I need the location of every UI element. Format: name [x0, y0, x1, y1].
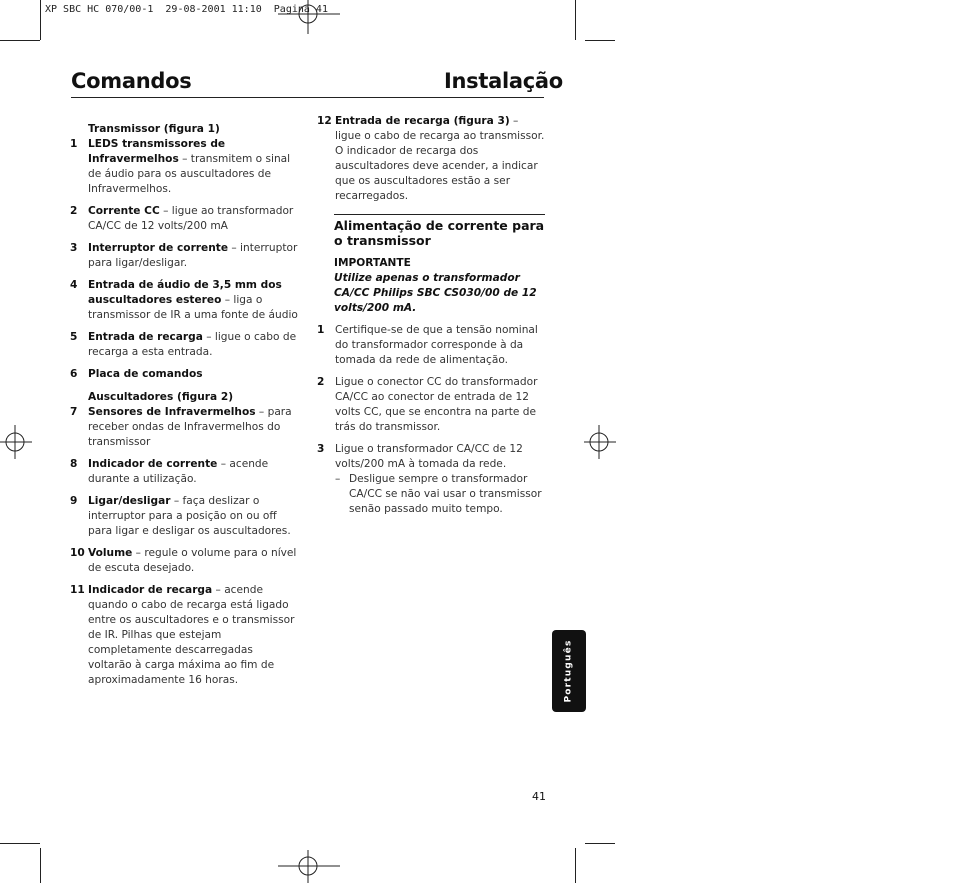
registration-mark-icon: [278, 850, 340, 883]
item-number: 5: [70, 331, 78, 343]
installation-column: [317, 114, 545, 524]
list-item: [70, 583, 298, 688]
item-number: 2: [70, 205, 78, 217]
item-label: Entrada de recarga: [88, 331, 203, 343]
item-label: Volume: [88, 547, 133, 559]
item-label: Corrente CC: [88, 205, 160, 217]
print-header: XP SBC HC 070/00-1 29-08-2001 11:10 Pagina 41: [45, 4, 328, 15]
list-item: [317, 114, 545, 204]
step-text: Ligue o transformador CA/CC de 12 volts/200 mA à tomada da rede.: [335, 443, 523, 470]
item-text: – acende durante a utilização.: [88, 458, 269, 485]
item-number: 12: [317, 115, 332, 127]
crop-mark: [40, 848, 41, 883]
crop-mark: [40, 0, 41, 40]
controls-column: [70, 122, 298, 695]
crop-mark: [575, 848, 576, 883]
item-number: 9: [70, 495, 78, 507]
item-number: 8: [70, 458, 78, 470]
list-item: [70, 367, 298, 382]
power-section-title: Alimentação de corrente para o transmissor: [334, 218, 545, 248]
important-text: Utilize apenas o transformador CA/CC Philips SBC CS030/00 de 12 volts/200 mA.: [334, 272, 537, 314]
headphones-heading: Auscultadores (figura 2): [88, 391, 234, 403]
language-tab: [552, 630, 586, 712]
registration-mark-icon: [278, 0, 340, 34]
item-text: – acende quando o cabo de recarga está ligado entre os auscultadores e o transmissor de IR. Pilhas que estejam completamente descarregadas voltarão à carga máxima ao fim de aproximadamente 16 horas.: [88, 584, 295, 686]
note-dash: –: [335, 473, 341, 485]
item-label: LEDS transmissores de Infravermelhos: [88, 138, 226, 165]
step-item: [317, 323, 545, 368]
item-label: Indicador de corrente: [88, 458, 218, 470]
list-item: [70, 494, 298, 539]
item-label: Interruptor de corrente: [88, 242, 228, 254]
list-item: [70, 546, 298, 576]
step-text: Certifique-se de que a tensão nominal do transformador corresponde à da tomada da rede de alimentação.: [335, 324, 538, 366]
page-number: 41: [532, 790, 546, 803]
list-item: [70, 405, 298, 450]
list-item: [70, 457, 298, 487]
list-item: [70, 330, 298, 360]
item-text: – transmitem o sinal de áudio para os auscultadores de Infravermelhos.: [88, 153, 291, 195]
list-item: [70, 241, 298, 271]
item-label: Entrada de recarga (figura 3): [335, 115, 510, 127]
step-item: [317, 375, 545, 435]
registration-mark-icon: [584, 425, 616, 459]
step-item: [317, 442, 545, 517]
section-divider: [334, 214, 545, 215]
transmitter-heading: Transmissor (figura 1): [88, 123, 220, 135]
item-text: – interruptor para ligar/desligar.: [88, 242, 298, 269]
item-number: 4: [70, 279, 78, 291]
step-number: 3: [317, 443, 325, 455]
crop-mark: [585, 40, 615, 41]
item-number: 11: [70, 584, 85, 596]
item-label: Ligar/desligar: [88, 495, 171, 507]
item-text: – para receber ondas de Infravermelhos do transmissor: [88, 406, 292, 448]
item-number: 10: [70, 547, 85, 559]
list-item: [70, 204, 298, 234]
item-text: – ligue ao transformador CA/CC de 12 volts/200 mA: [88, 205, 294, 232]
step-number: 1: [317, 324, 325, 336]
item-number: 7: [70, 406, 78, 418]
list-item: [70, 137, 298, 197]
item-number: 1: [70, 138, 78, 150]
item-label: Entrada de áudio de 3,5 mm dos auscultadores estereo: [88, 279, 282, 306]
language-label: Português: [564, 639, 575, 703]
section-title-left: Comandos: [71, 69, 192, 93]
item-number: 3: [70, 242, 78, 254]
step-number: 2: [317, 376, 325, 388]
item-label: Sensores de Infravermelhos: [88, 406, 256, 418]
crop-mark: [575, 0, 576, 40]
crop-mark: [0, 40, 40, 41]
section-title-right: Instalação: [444, 69, 563, 93]
crop-mark: [585, 843, 615, 844]
step-note: [335, 472, 545, 517]
item-text: – faça deslizar o interruptor para a posição on ou off para ligar e desligar os auscultadores.: [88, 495, 291, 537]
important-label: IMPORTANTE: [334, 257, 411, 269]
list-item: [70, 278, 298, 323]
item-text: – ligue o cabo de recarga ao transmissor. O indicador de recarga dos auscultadores deve acender, a indicar que os auscultadores estão a ser recarregados.: [335, 115, 545, 202]
step-text: Ligue o conector CC do transformador CA/CC ao conector de entrada de 12 volts CC, que se encontra na parte de trás do transmissor.: [335, 376, 538, 433]
item-number: 6: [70, 368, 78, 380]
item-text: – regule o volume para o nível de escuta desejado.: [88, 547, 297, 574]
item-text: – ligue o cabo de recarga a esta entrada.: [88, 331, 297, 358]
title-divider: [71, 97, 544, 98]
registration-mark-icon: [0, 425, 32, 459]
note-text: Desligue sempre o transformador CA/CC se não vai usar o transmissor senão passado muito tempo.: [349, 473, 542, 515]
crop-mark: [0, 843, 40, 844]
item-label: Placa de comandos: [88, 368, 203, 380]
item-text: – liga o transmissor de IR a uma fonte de áudio: [88, 294, 298, 321]
item-label: Indicador de recarga: [88, 584, 213, 596]
